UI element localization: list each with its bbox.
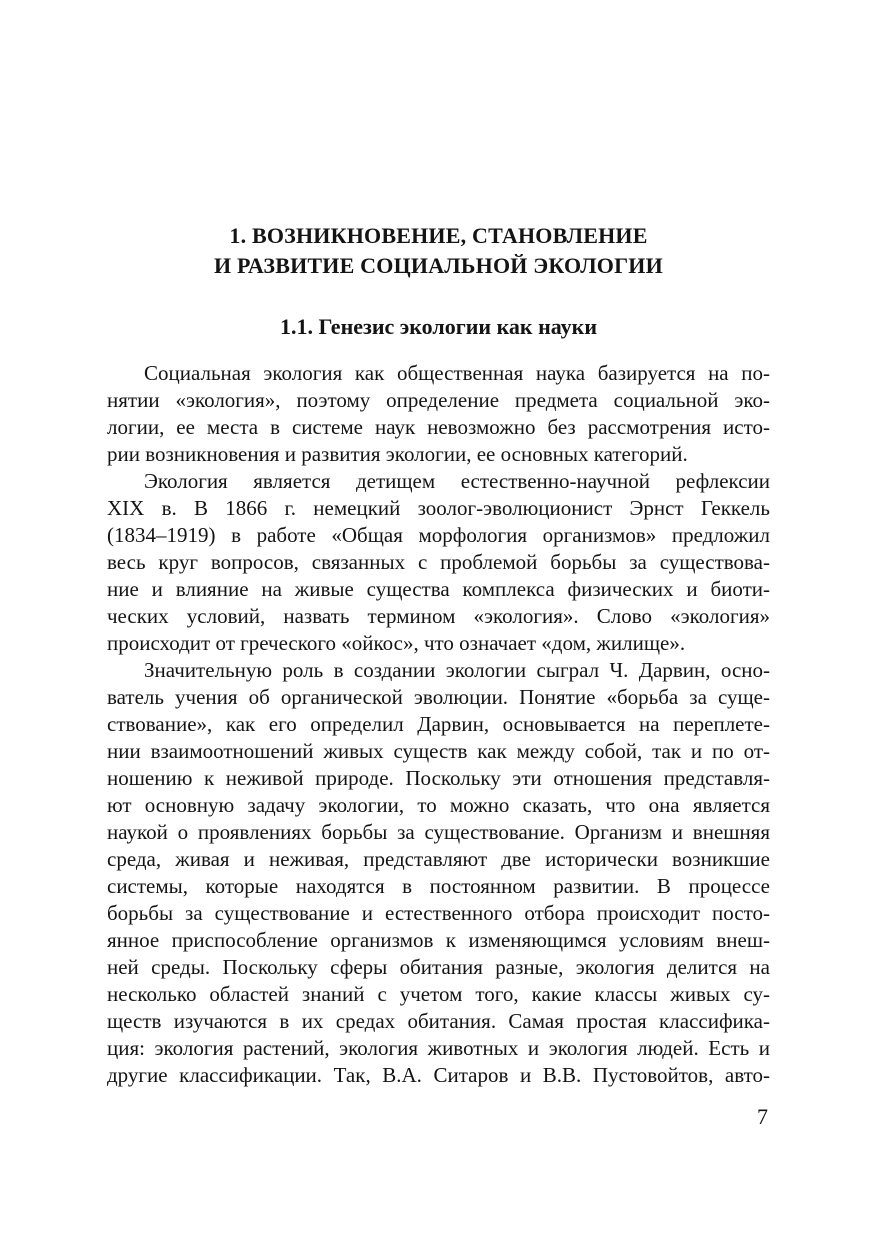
text-line: нии взаимоотношений живых существ как между собой, так и по от- — [107, 739, 770, 763]
text-line: Социальная экология как общественная наука базируется на по- — [144, 361, 770, 385]
text-line: другие классификации. Так, В.А. Ситаров и В.В. Пустовойтов, авто- — [107, 1063, 770, 1087]
chapter-heading — [107, 221, 770, 281]
page-number: 7 — [757, 1104, 768, 1129]
text-line: ют основную задачу экологии, то можно сказать, что она является — [107, 793, 770, 817]
chapter-heading-line-1: 1. ВОЗНИКНОВЕНИЕ, СТАНОВЛЕНИЕ — [229, 223, 648, 248]
section-heading: 1.1. Генезис экологии как науки — [279, 314, 598, 339]
text-line: ществ изучаются в их средах обитания. Самая простая классифика- — [107, 1009, 770, 1033]
text-line: нятии «экология», поэтому определение предмета социальной эко- — [107, 388, 770, 412]
text-line: ношению к неживой природе. Поскольку эти отношения представля- — [107, 766, 770, 790]
text-line: ние и влияние на живые существа комплекса физических и биоти- — [107, 577, 770, 601]
text-line: наукой о проявлениях борьбы за существование. Организм и внешняя — [107, 820, 770, 844]
body-text — [107, 360, 770, 1089]
paragraph — [107, 360, 770, 468]
text-line: весь круг вопросов, связанных с проблемой борьбы за существова- — [107, 550, 770, 574]
text-line: логии, ее места в системе наук невозможно без рассмотрения исто- — [107, 415, 770, 439]
text-line: ней среды. Поскольку сферы обитания разные, экология делится на — [107, 955, 770, 979]
text-line: борьбы за существование и естественного отбора происходит посто- — [107, 901, 770, 925]
text-line: янное приспособление организмов к изменяющимся условиям внеш- — [107, 928, 770, 952]
text-line: среда, живая и неживая, представляют две исторически возникшие — [107, 847, 770, 871]
text-line: происходит от греческого «ойкос», что означает «дом, жилище». — [107, 631, 686, 655]
paragraph — [107, 468, 770, 657]
chapter-heading-line-2: И РАЗВИТИЕ СОЦИАЛЬНОЙ ЭКОЛОГИИ — [214, 253, 663, 278]
text-line: XIX в. В 1866 г. немецкий зоолог-эволюционист Эрнст Геккель — [107, 496, 770, 520]
text-line: Экология является детищем естественно-научной рефлексии — [144, 469, 770, 493]
text-line: ческих условий, назвать термином «экология». Слово «экология» — [107, 604, 770, 628]
text-line: (1834–1919) в работе «Общая морфология организмов» предложил — [107, 523, 770, 547]
text-line: ватель учения об органической эволюции. Понятие «борьба за суще- — [107, 685, 770, 709]
text-line: системы, которые находятся в постоянном развитии. В процессе — [107, 874, 770, 898]
text-line: ствование», как его определил Дарвин, основывается на переплете- — [107, 712, 770, 736]
text-line: ция: экология растений, экология животных и экология людей. Есть и — [107, 1036, 770, 1060]
text-line: несколько областей знаний с учетом того, какие классы живых су- — [107, 982, 770, 1006]
text-line: Значительную роль в создании экологии сыграл Ч. Дарвин, осно- — [144, 658, 770, 682]
paragraph — [107, 657, 770, 1089]
text-line: рии возникновения и развития экологии, ее основных категорий. — [107, 442, 688, 466]
